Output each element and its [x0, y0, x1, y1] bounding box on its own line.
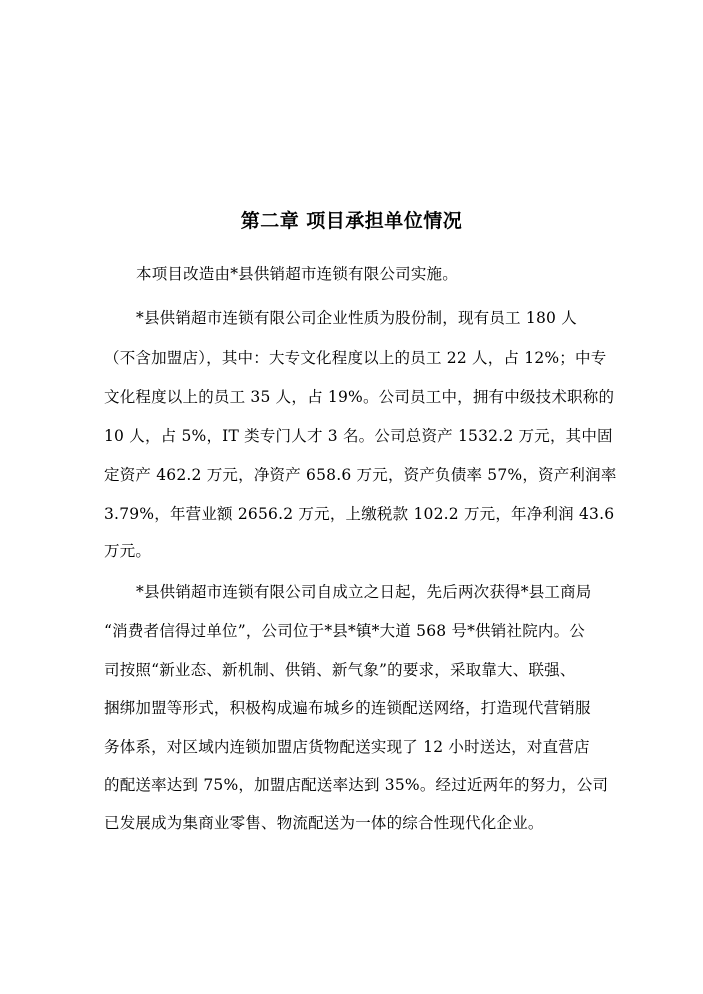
paragraph-2-line-3: 文化程度以上的员工 35 人，占 19%。公司员工中，拥有中级技术职称的	[104, 388, 615, 406]
paragraph-3-line-7: 已发展成为集商业零售、物流配送为一体的综合性现代化企业。	[104, 814, 544, 832]
paragraph-2-line-7: 万元。	[104, 542, 152, 560]
paragraph-1-line-1: 本项目改造由*县供销超市连锁有限公司实施。	[136, 265, 458, 283]
paragraph-3-line-5: 务体系，对区域内连锁加盟店货物配送实现了 12 小时送达，对直营店	[104, 738, 590, 756]
paragraph-2-line-1: *县供销超市连锁有限公司企业性质为股份制，现有员工 180 人	[136, 309, 577, 327]
paragraph-3-line-4: 捆绑加盟等形式，积极构成遍布城乡的连锁配送网络，打造现代营销服	[104, 699, 591, 717]
paragraph-3-line-6: 的配送率达到 75%，加盟店配送率达到 35%。经过近两年的努力，公司	[104, 776, 609, 794]
paragraph-3-line-3: 司按照“新业态、新机制、供销、新气象”的要求，采取靠大、联强、	[104, 661, 576, 679]
paragraph-3-line-2: “消费者信得过单位”，公司位于*县*镇*大道 568 号*供销社院内。公	[104, 622, 585, 640]
paragraph-2-line-4: 10 人，占 5%，IT 类专门人才 3 名。公司总资产 1532.2 万元，其中固	[104, 427, 613, 445]
paragraph-2-line-6: 3.79%，年营业额 2656.2 万元，上缴税款 102.2 万元，年净利润 43.6	[104, 505, 615, 523]
paragraph-2-line-5: 定资产 462.2 万元，净资产 658.6 万元，资产负债率 57%，资产利润率	[104, 466, 617, 484]
chapter-title: 第二章 项目承担单位情况	[240, 210, 463, 232]
paragraph-2-line-2: （不含加盟店），其中：大专文化程度以上的员工 22 人，占 12%；中专	[104, 349, 607, 367]
paragraph-3-line-1: *县供销超市连锁有限公司自成立之日起，先后两次获得*县工商局	[136, 583, 592, 601]
